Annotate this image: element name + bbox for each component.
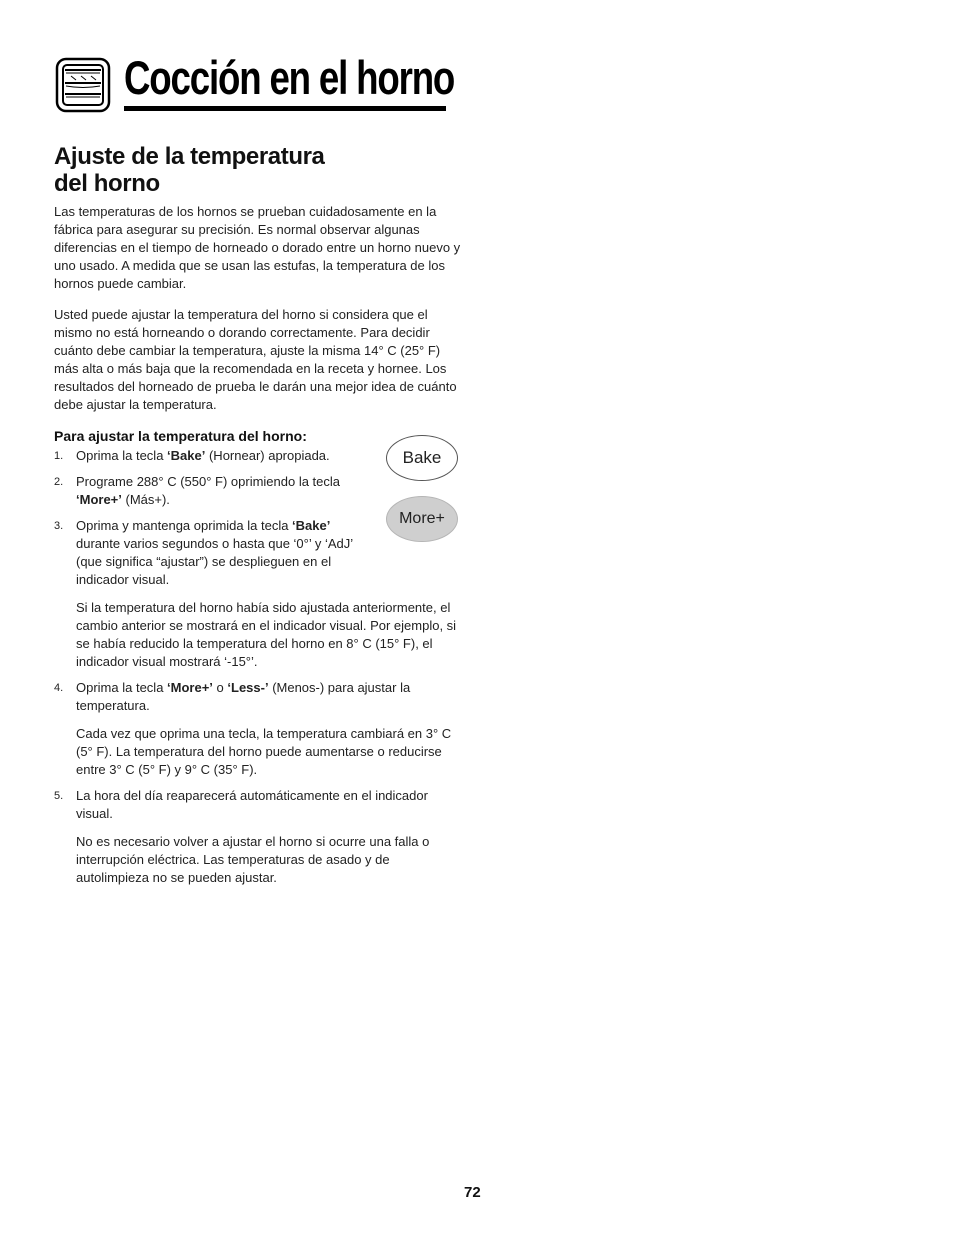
section-heading-line2: del horno	[54, 170, 160, 197]
step-number: 1.	[54, 450, 64, 462]
step-note: No es necesario volver a ajustar el horno si ocurre una falla o interrupción eléctrica. Las temperaturas de asado y de autolimpieza no se pueden ajustar.	[76, 834, 430, 885]
section-heading	[54, 143, 414, 197]
step-text: Programe 288° C (550° F) oprimiendo la tecla ‘More+’ (Más+).	[76, 474, 341, 507]
step-number: 5.	[54, 790, 64, 802]
oven-icon	[54, 56, 112, 114]
step-number: 2.	[54, 476, 64, 488]
more-key-illustration: More+	[386, 496, 458, 542]
title-underline	[124, 106, 446, 111]
step-note: Si la temperatura del horno había sido ajustada anteriormente, el cambio anterior se mostrará en el indicador visual. Por ejemplo, si se había reducido la temperatura del horno en 8° C (15° F), el indicador visual mostrará ‘-15°’.	[76, 600, 457, 669]
step-number: 3.	[54, 520, 64, 532]
step-5	[54, 787, 464, 887]
step-3	[54, 517, 464, 671]
step-text: Oprima y mantenga oprimida la tecla ‘Bake’ durante varios segundos o hasta que ‘0°’ y ‘AdJ’ (que significa “ajustar”) se desplieguen en el indicador visual.	[76, 518, 353, 587]
section-heading-line1: Ajuste de la temperatura	[54, 143, 325, 170]
step-text: Oprima la tecla ‘More+’ o ‘Less-’ (Menos-) para ajustar la temperatura.	[76, 680, 411, 713]
step-text: La hora del día reaparecerá automáticamente en el indicador visual.	[76, 788, 428, 821]
adjust-paragraph: Usted puede ajustar la temperatura del horno si considera que el mismo no está horneando o dorando correctamente. Para decidir cuánto debe cambiar la temperatura, ajuste la misma 14° C (25° F) más alta o más baja que la recomendada en la receta y hornee. Los resultados del horneado de prueba le darán una mejor idea de cuánto debe ajustar la temperatura.	[54, 307, 457, 412]
page-title: Cocción en el horno	[124, 51, 455, 104]
intro-paragraph: Las temperaturas de los hornos se prueban cuidadosamente en la fábrica para asegurar su precisión. Es normal observar algunas diferencias en el tiempo de horneado o dorado entre un horno nuevo y uno usado. A medida que se usan las estufas, la temperatura de los hornos puede cambiar.	[54, 204, 461, 291]
instructions-heading: Para ajustar la temperatura del horno:	[54, 428, 307, 444]
step-text: Oprima la tecla ‘Bake’ (Hornear) apropiada.	[76, 448, 330, 463]
bake-key-illustration: Bake	[386, 435, 458, 481]
page-number: 72	[464, 1184, 481, 1201]
page-header	[54, 51, 455, 114]
step-4	[54, 679, 464, 779]
step-note: Cada vez que oprima una tecla, la temperatura cambiará en 3° C (5° F). La temperatura del horno puede aumentarse o reducirse entre 3° C (5° F) y 9° C (35° F).	[76, 726, 452, 777]
step-number: 4.	[54, 682, 64, 694]
